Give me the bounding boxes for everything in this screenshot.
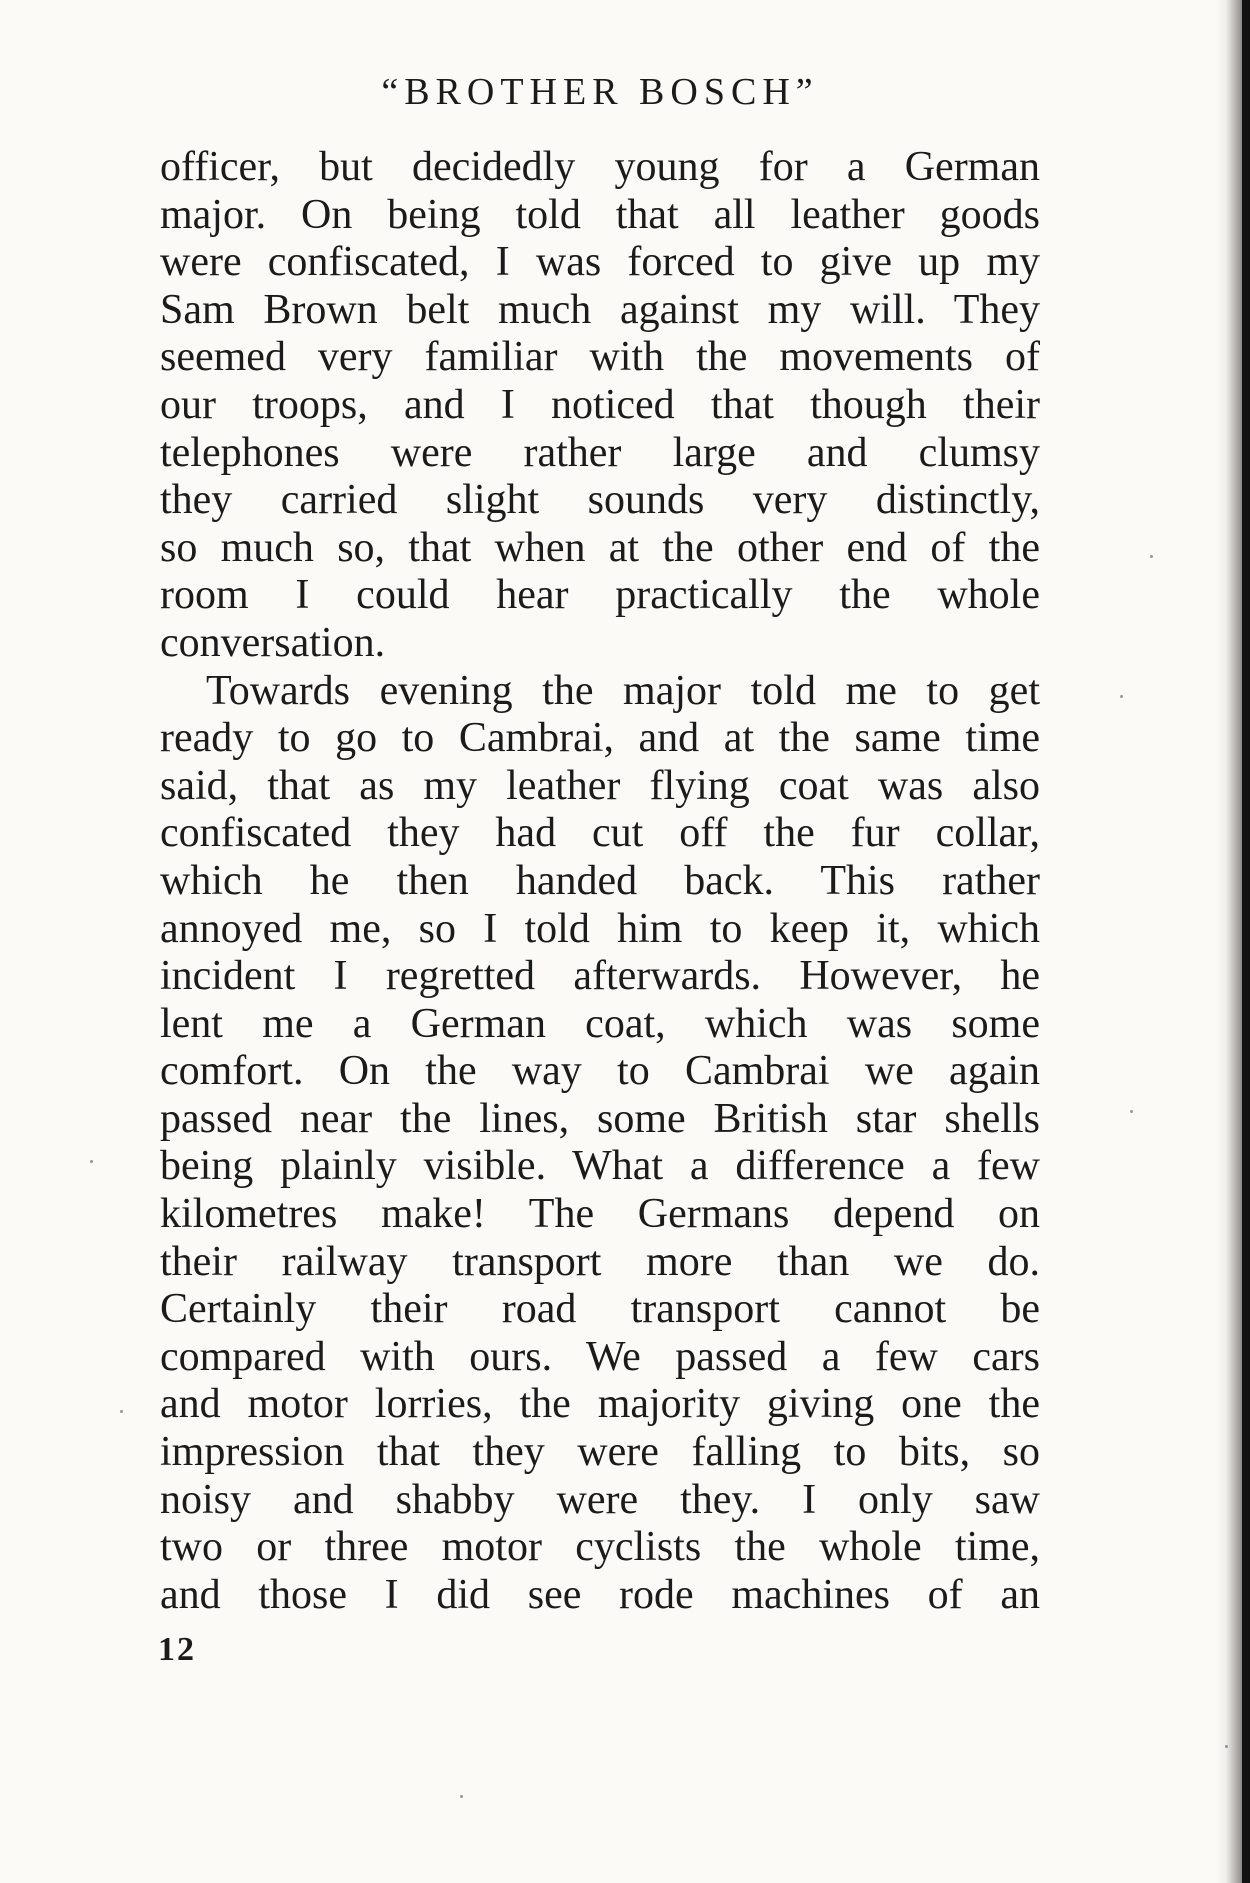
text-line: they carried slight sounds very distinctly, <box>160 477 1040 524</box>
body-text <box>160 144 1040 1619</box>
paper-speck <box>1130 1110 1133 1113</box>
text-line: kilometres make! The Germans depend on <box>160 1191 1040 1238</box>
paper-speck <box>1225 1745 1228 1748</box>
running-title: “BROTHER BOSCH” <box>381 71 819 113</box>
text-line: telephones were rather large and clumsy <box>160 429 1040 476</box>
text-line: confiscated they had cut off the fur collar, <box>160 810 1040 857</box>
text-line: room I could hear practically the whole <box>160 572 1040 619</box>
page-number: 12 <box>158 1631 196 1668</box>
paper-speck <box>1150 555 1153 558</box>
text-line: incident I regretted afterwards. However, he <box>160 953 1040 1000</box>
text-line: lent me a German coat, which was some <box>160 1000 1040 1047</box>
text-line: their railway transport more than we do. <box>160 1238 1040 1285</box>
paragraph-end-line: conversation. <box>160 619 386 666</box>
text-line: impression that they were falling to bits, so <box>160 1429 1040 1476</box>
paper-speck <box>460 1795 463 1798</box>
paper-speck <box>120 1410 123 1413</box>
text-line: noisy and shabby were they. I only saw <box>160 1476 1040 1523</box>
text-line: and motor lorries, the majority giving one the <box>160 1381 1040 1428</box>
paper-speck <box>1120 695 1123 698</box>
text-line: passed near the lines, some British star shells <box>160 1095 1040 1142</box>
text-line: being plainly visible. What a difference a few <box>160 1143 1040 1190</box>
text-line: two or three motor cyclists the whole time, <box>160 1524 1040 1571</box>
paper-speck <box>90 1160 93 1163</box>
text-line: compared with ours. We passed a few cars <box>160 1333 1040 1380</box>
text-line: so much so, that when at the other end of the <box>160 524 1040 571</box>
binding-edge <box>1242 0 1250 1883</box>
text-line: ready to go to Cambrai, and at the same time <box>160 715 1040 762</box>
text-line: and those I did see rode machines of an <box>160 1571 1040 1618</box>
text-line: Certainly their road transport cannot be <box>160 1286 1040 1333</box>
text-line: officer, but decidedly young for a German <box>160 144 1040 190</box>
text-line: said, that as my leather flying coat was also <box>160 762 1040 809</box>
text-line: annoyed me, so I told him to keep it, which <box>160 905 1040 952</box>
text-line: our troops, and I noticed that though their <box>160 381 1040 428</box>
text-line: which he then handed back. This rather <box>160 857 1040 904</box>
text-line: comfort. On the way to Cambrai we again <box>160 1048 1040 1095</box>
text-line: were confiscated, I was forced to give up my <box>160 239 1040 286</box>
text-line: major. On being told that all leather goods <box>160 191 1040 238</box>
paragraph-start-line: Towards evening the major told me to get <box>206 667 1040 714</box>
text-line: Sam Brown belt much against my will. They <box>160 286 1040 333</box>
text-line: seemed very familiar with the movements of <box>160 334 1040 381</box>
